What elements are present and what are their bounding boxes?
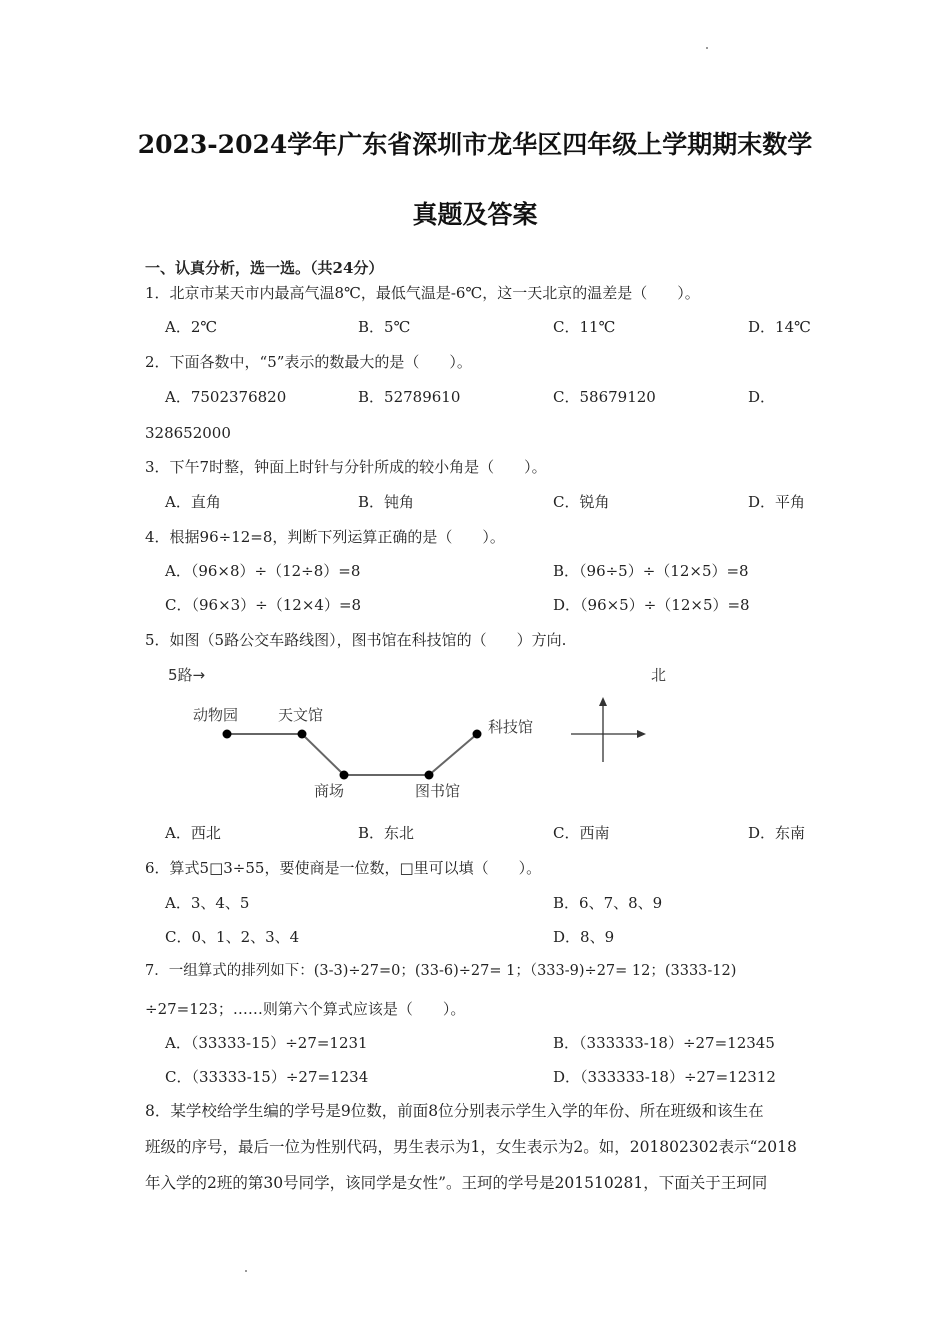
q1-option-b: B．5℃ [358, 318, 411, 336]
q3-option-a: A．直角 [165, 493, 221, 511]
stop-dot [340, 771, 349, 780]
stop-library: 图书馆 [415, 782, 461, 800]
q6-option-a: A．3、4、5 [165, 894, 250, 912]
q3-option-b: B．钝角 [358, 493, 415, 511]
q5-stem: 5．如图（5路公交车路线图），图书馆在科技馆的（ ）方向. [145, 631, 567, 649]
q4-option-c: C．（96×3）÷（12×4）=8 [165, 596, 362, 614]
q2-stem: 2．下面各数中，“5”表示的数最大的是（ ）。 [145, 353, 472, 371]
q2-option-b: B．52789610 [358, 388, 461, 406]
q7-option-b: B．（333333-18）÷27=12345 [553, 1034, 775, 1052]
q8-line-1: 8．某学校给学生编的学号是9位数，前面8位分别表示学生入学的年份、所在班级和该生在 [145, 1102, 764, 1120]
q4-option-a: A．（96×8）÷（12÷8）=8 [165, 562, 361, 580]
q7-option-c: C．（33333-15）÷27=1234 [165, 1068, 369, 1086]
q4-option-d: D．（96×5）÷（12×5）=8 [553, 596, 750, 614]
north-label: 北 [651, 666, 667, 684]
stop-dot [298, 730, 307, 739]
q4-stem: 4．根据96÷12=8，判断下列运算正确的是（ ）。 [145, 528, 505, 546]
q1-option-d: D．14℃ [748, 318, 811, 336]
q5-option-d: D．东南 [748, 824, 806, 842]
stop-mall: 商场 [314, 782, 345, 800]
q2-option-d: D． [748, 388, 776, 406]
q1-option-a: A．2℃ [165, 318, 218, 336]
section-heading: 一、认真分析，选一选。（共24分） [145, 259, 384, 277]
q4-option-b: B．（96÷5）÷（12×5）=8 [553, 562, 749, 580]
q6-option-d: D．8、9 [553, 928, 615, 946]
q1-stem: 1．北京市某天市内最高气温8℃，最低气温是-6℃，这一天北京的温差是（ ）。 [145, 284, 700, 302]
stop-science-museum: 科技馆 [488, 718, 534, 736]
q5-option-b: B．东北 [358, 824, 415, 842]
q7-option-a: A．（33333-15）÷27=1231 [165, 1034, 368, 1052]
stop-dot [223, 730, 232, 739]
stop-planetarium: 天文馆 [278, 706, 324, 724]
q6-option-c: C．0、1、2、3、4 [165, 928, 300, 946]
title-line-1: 2023-2024学年广东省深圳市龙华区四年级上学期期末数学 [137, 130, 813, 159]
q3-option-c: C．锐角 [553, 493, 610, 511]
q5-option-c: C．西南 [553, 824, 610, 842]
q3-stem: 3．下午7时整，钟面上时针与分针所成的较小角是（ ）。 [145, 458, 547, 476]
route-line [227, 734, 477, 775]
stop-dot [425, 771, 434, 780]
page-mark-bottom [245, 1270, 247, 1272]
bus-route-diagram [0, 655, 950, 815]
q1-option-c: C．11℃ [553, 318, 616, 336]
q8-line-3: 年入学的2班的第30号同学，该同学是女性”。王珂的学号是201510281，下面关于王珂同 [145, 1174, 768, 1192]
stop-dot [473, 730, 482, 739]
q5-option-a: A．西北 [165, 824, 221, 842]
title-line-2: 真题及答案 [412, 200, 538, 229]
q6-stem: 6．算式5□3÷55，要使商是一位数，□里可以填（ ）。 [145, 859, 542, 877]
stop-zoo: 动物园 [193, 706, 239, 724]
q2-option-d-value: 328652000 [145, 424, 231, 442]
q2-option-a: A．7502376820 [165, 388, 287, 406]
route-label: 5路→ [168, 666, 206, 684]
q7-stem-line-1: 7．一组算式的排列如下：(3-3)÷27=0；(33-6)÷27= 1；（333-9)÷27= 12；(3333-12) [145, 963, 737, 979]
q6-option-b: B．6、7、8、9 [553, 894, 663, 912]
q3-option-d: D．平角 [748, 493, 806, 511]
q7-option-d: D．（333333-18）÷27=12312 [553, 1068, 776, 1086]
q7-stem-line-2: ÷27=123；……则第六个算式应该是（ ）。 [145, 1000, 466, 1018]
q8-line-2: 班级的序号，最后一位为性别代码，男生表示为1，女生表示为2。如，201802302表示“2018 [145, 1138, 797, 1156]
q2-option-c: C．58679120 [553, 388, 656, 406]
compass-icon [571, 697, 646, 762]
page-mark-top [706, 47, 708, 49]
